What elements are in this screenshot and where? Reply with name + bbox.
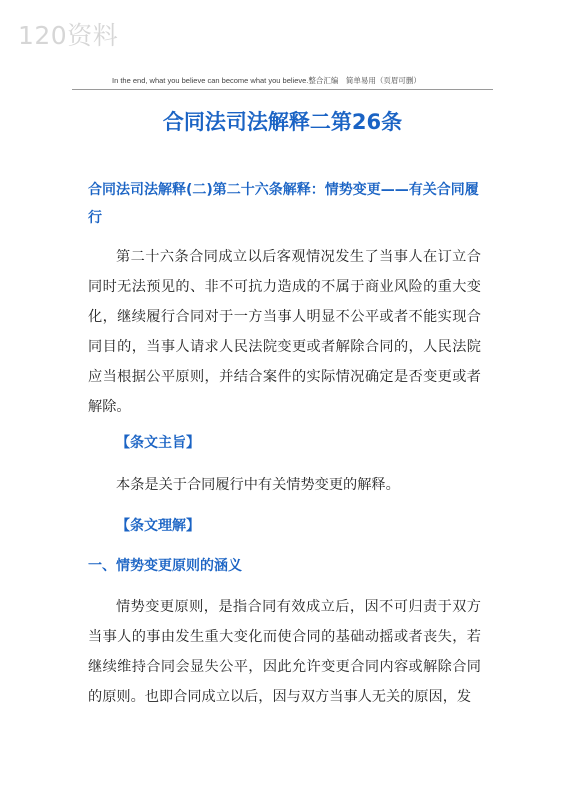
- page-header: In the end, what you believe can become what you believe.整合汇编 简单易用（页眉可删）: [112, 76, 421, 85]
- document-title: 合同法司法解释二第26条: [162, 110, 403, 134]
- header-divider: [72, 89, 493, 90]
- watermark: 120资料: [18, 21, 119, 50]
- explanation-paragraph: 情势变更原则，是指合同有效成立后，因不可归责于双方当事人的事由发生重大变化而使合同的基础动摇或者丧失，若继续维持合同会显失公平，因此允许变更合同内容或解除合同的原则。也即合同成立以后，因与双方当事人无关的原因，发: [88, 599, 481, 705]
- gist-paragraph: 本条是关于合同履行中有关情势变更的解释。: [116, 477, 400, 493]
- article-paragraph: 第二十六条合同成立以后客观情况发生了当事人在订立合同时无法预见的、非不可抗力造成的不属于商业风险的重大变化，继续履行合同对于一方当事人明显不公平或者不能实现合同目的，当事人请求人民法院变更或者解除合同的，人民法院应当根据公平原则，并结合案件的实际情况确定是否变更或者解除。: [88, 249, 481, 415]
- section-tag-gist: 【条文主旨】: [116, 435, 200, 451]
- section-heading: 一、情势变更原则的涵义: [88, 558, 242, 574]
- section-tag-understanding: 【条文理解】: [116, 518, 200, 534]
- subtitle: 合同法司法解释(二)第二十六条解释：情势变更——有关合同履行: [88, 182, 479, 226]
